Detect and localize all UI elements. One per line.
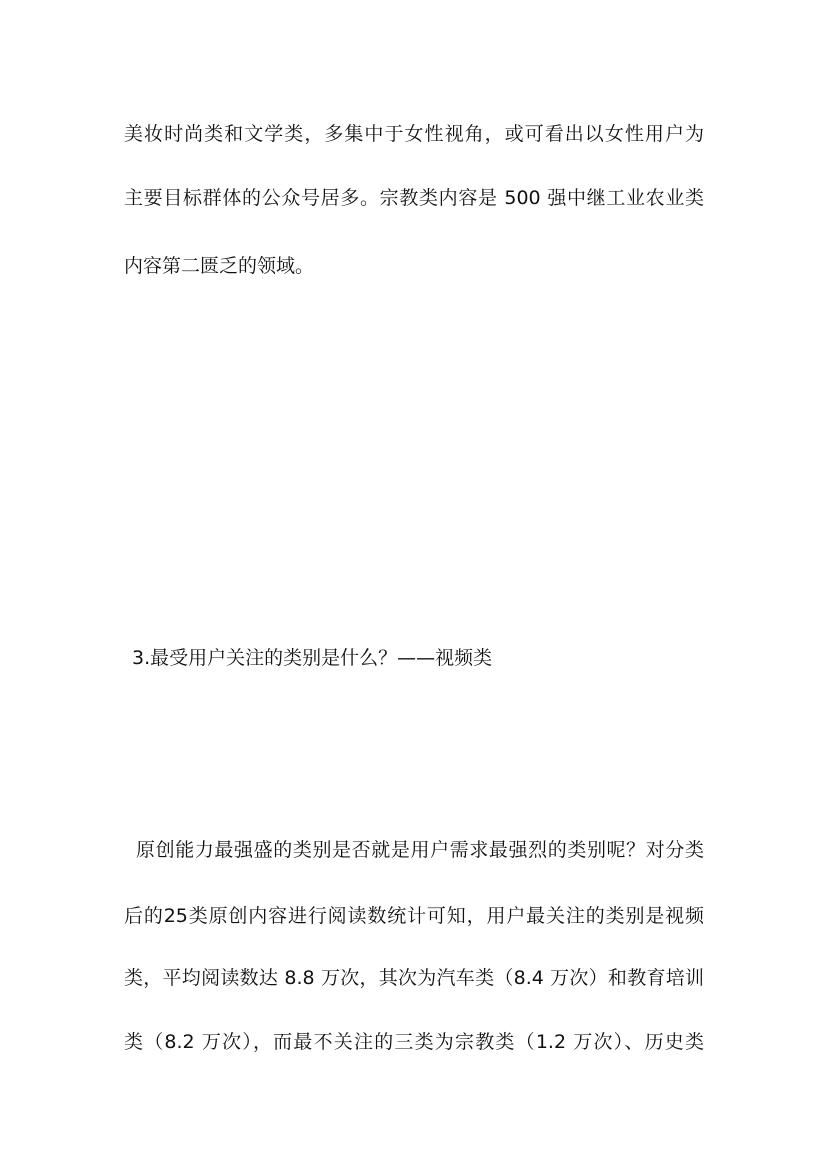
- paragraph-2-line-4: 类（8.2 万次），而最不关注的三类为宗教类（1.2 万次）、历史类: [124, 1031, 704, 1053]
- paragraph-2-line-1: 原创能力最强盛的类别是否就是用户需求最强烈的类别呢？对分类: [136, 839, 704, 861]
- paragraph-1-line-3: 内容第二匮乏的领域。: [124, 255, 315, 277]
- paragraph-1-line-2: 主要目标群体的公众号居多。宗教类内容是 500 强中继工业农业类: [124, 187, 704, 209]
- section-heading: 3.最受用户关注的类别是什么？——视频类: [132, 647, 493, 669]
- paragraph-2-line-2: 后的25类原创内容进行阅读数统计可知，用户最关注的类别是视频: [124, 905, 704, 927]
- paragraph-2-line-3: 类，平均阅读数达 8.8 万次，其次为汽车类（8.4 万次）和教育培训: [124, 967, 704, 989]
- paragraph-1-line-1: 美妆时尚类和文学类，多集中于女性视角，或可看出以女性用户为: [124, 123, 704, 145]
